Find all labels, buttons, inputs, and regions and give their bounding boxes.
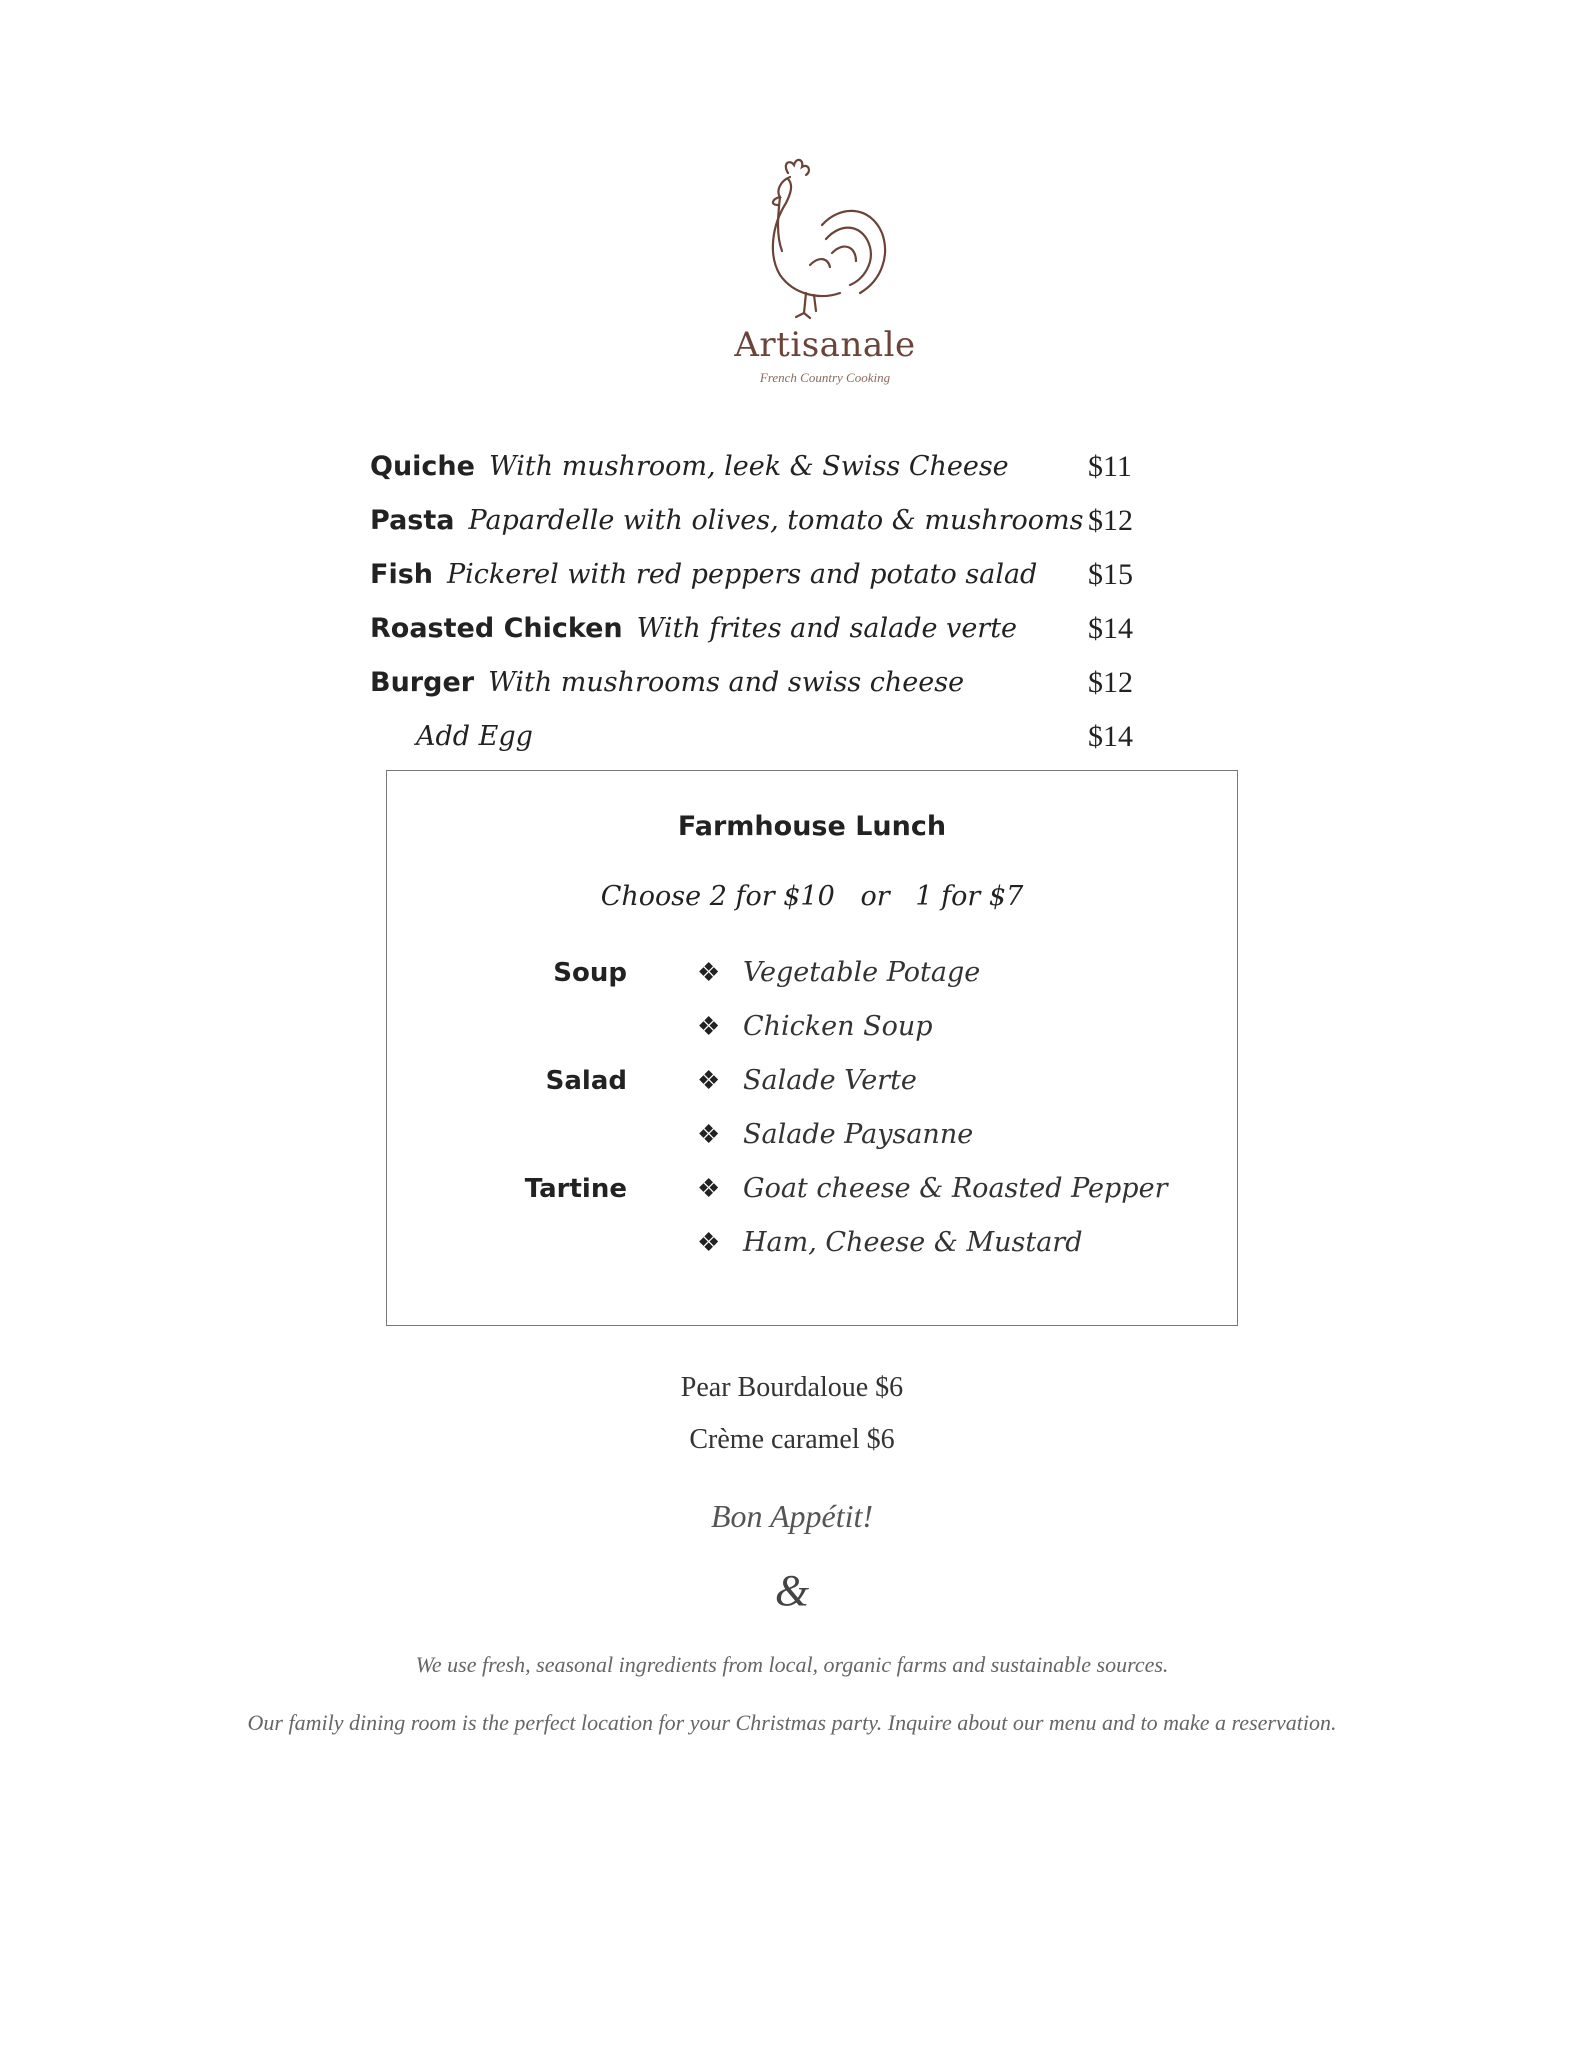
option-category: Tartine	[524, 1174, 627, 1204]
option-row	[387, 1162, 1237, 1216]
option-row	[387, 1216, 1237, 1270]
menu-item-price: $11	[1088, 450, 1132, 483]
menu-item-name: Quiche	[370, 451, 475, 482]
option-category: Salad	[545, 1066, 627, 1096]
addon-label: Add Egg	[416, 721, 533, 752]
farmhouse-title: Farmhouse Lunch	[677, 811, 947, 842]
option-label: Ham, Cheese & Mustard	[743, 1227, 1083, 1258]
bullet-icon: ❖	[697, 1120, 721, 1149]
menu-item-name: Roasted Chicken	[370, 613, 623, 644]
party-note: Our family dining room is the perfect location for your Christmas party. Inquire about our menu and to make a reservation.	[247, 1710, 1337, 1735]
option-row	[387, 1108, 1237, 1162]
bullet-icon: ❖	[697, 1012, 721, 1041]
restaurant-logo	[710, 155, 940, 395]
menu-item-name: Burger	[370, 667, 475, 698]
option-label: Salade Paysanne	[743, 1119, 974, 1150]
addon-item	[370, 710, 1150, 764]
bullet-icon: ❖	[697, 1228, 721, 1257]
dessert-list	[0, 1362, 1584, 1466]
option-label: Chicken Soup	[743, 1011, 933, 1042]
option-label: Vegetable Potage	[743, 957, 981, 988]
bullet-icon: ❖	[697, 958, 721, 987]
addon-price: $14	[1088, 720, 1133, 753]
menu-item	[370, 548, 1150, 602]
menu-item-price: $12	[1088, 504, 1133, 537]
menu-item-price: $14	[1088, 612, 1133, 645]
menu-item-description: With frites and salade verte	[636, 613, 1018, 644]
menu-item	[370, 656, 1150, 710]
menu-item-description: With mushrooms and swiss cheese	[488, 667, 965, 698]
brand-name: Artisanale	[734, 325, 916, 365]
main-menu	[370, 440, 1150, 764]
farmhouse-subtitle: Choose 2 for $10 or 1 for $7	[600, 881, 1024, 912]
rooster-icon	[750, 155, 900, 320]
menu-item-name: Pasta	[370, 505, 455, 536]
farmhouse-options	[387, 946, 1237, 1270]
option-row	[387, 1054, 1237, 1108]
menu-item-description: Pickerel with red peppers and potato salad	[447, 559, 1038, 590]
option-row	[387, 946, 1237, 1000]
bullet-icon: ❖	[697, 1174, 721, 1203]
menu-item-description: With mushroom, leek & Swiss Cheese	[488, 451, 1009, 482]
bullet-icon: ❖	[697, 1066, 721, 1095]
menu-item-price: $15	[1088, 558, 1133, 591]
option-label: Goat cheese & Roasted Pepper	[743, 1173, 1168, 1204]
dessert-item: Crème caramel $6	[689, 1424, 895, 1455]
menu-item-description: Papardelle with olives, tomato & mushrooms	[468, 505, 1084, 536]
closing-greeting: Bon Appétit!	[710, 1498, 874, 1534]
ampersand-ornament: &	[774, 1566, 810, 1615]
option-row	[387, 1000, 1237, 1054]
option-label: Salade Verte	[743, 1065, 917, 1096]
menu-item-name: Fish	[370, 559, 433, 590]
brand-tagline: French Country Cooking	[759, 370, 891, 385]
sourcing-note: We use fresh, seasonal ingredients from local, organic farms and sustainable sources.	[415, 1652, 1169, 1677]
dessert-item: Pear Bourdaloue $6	[680, 1372, 904, 1403]
menu-item-price: $12	[1088, 666, 1133, 699]
menu-item	[370, 494, 1150, 548]
menu-item	[370, 602, 1150, 656]
menu-item	[370, 440, 1150, 494]
farmhouse-lunch-box	[386, 770, 1238, 1326]
option-category: Soup	[553, 958, 627, 988]
